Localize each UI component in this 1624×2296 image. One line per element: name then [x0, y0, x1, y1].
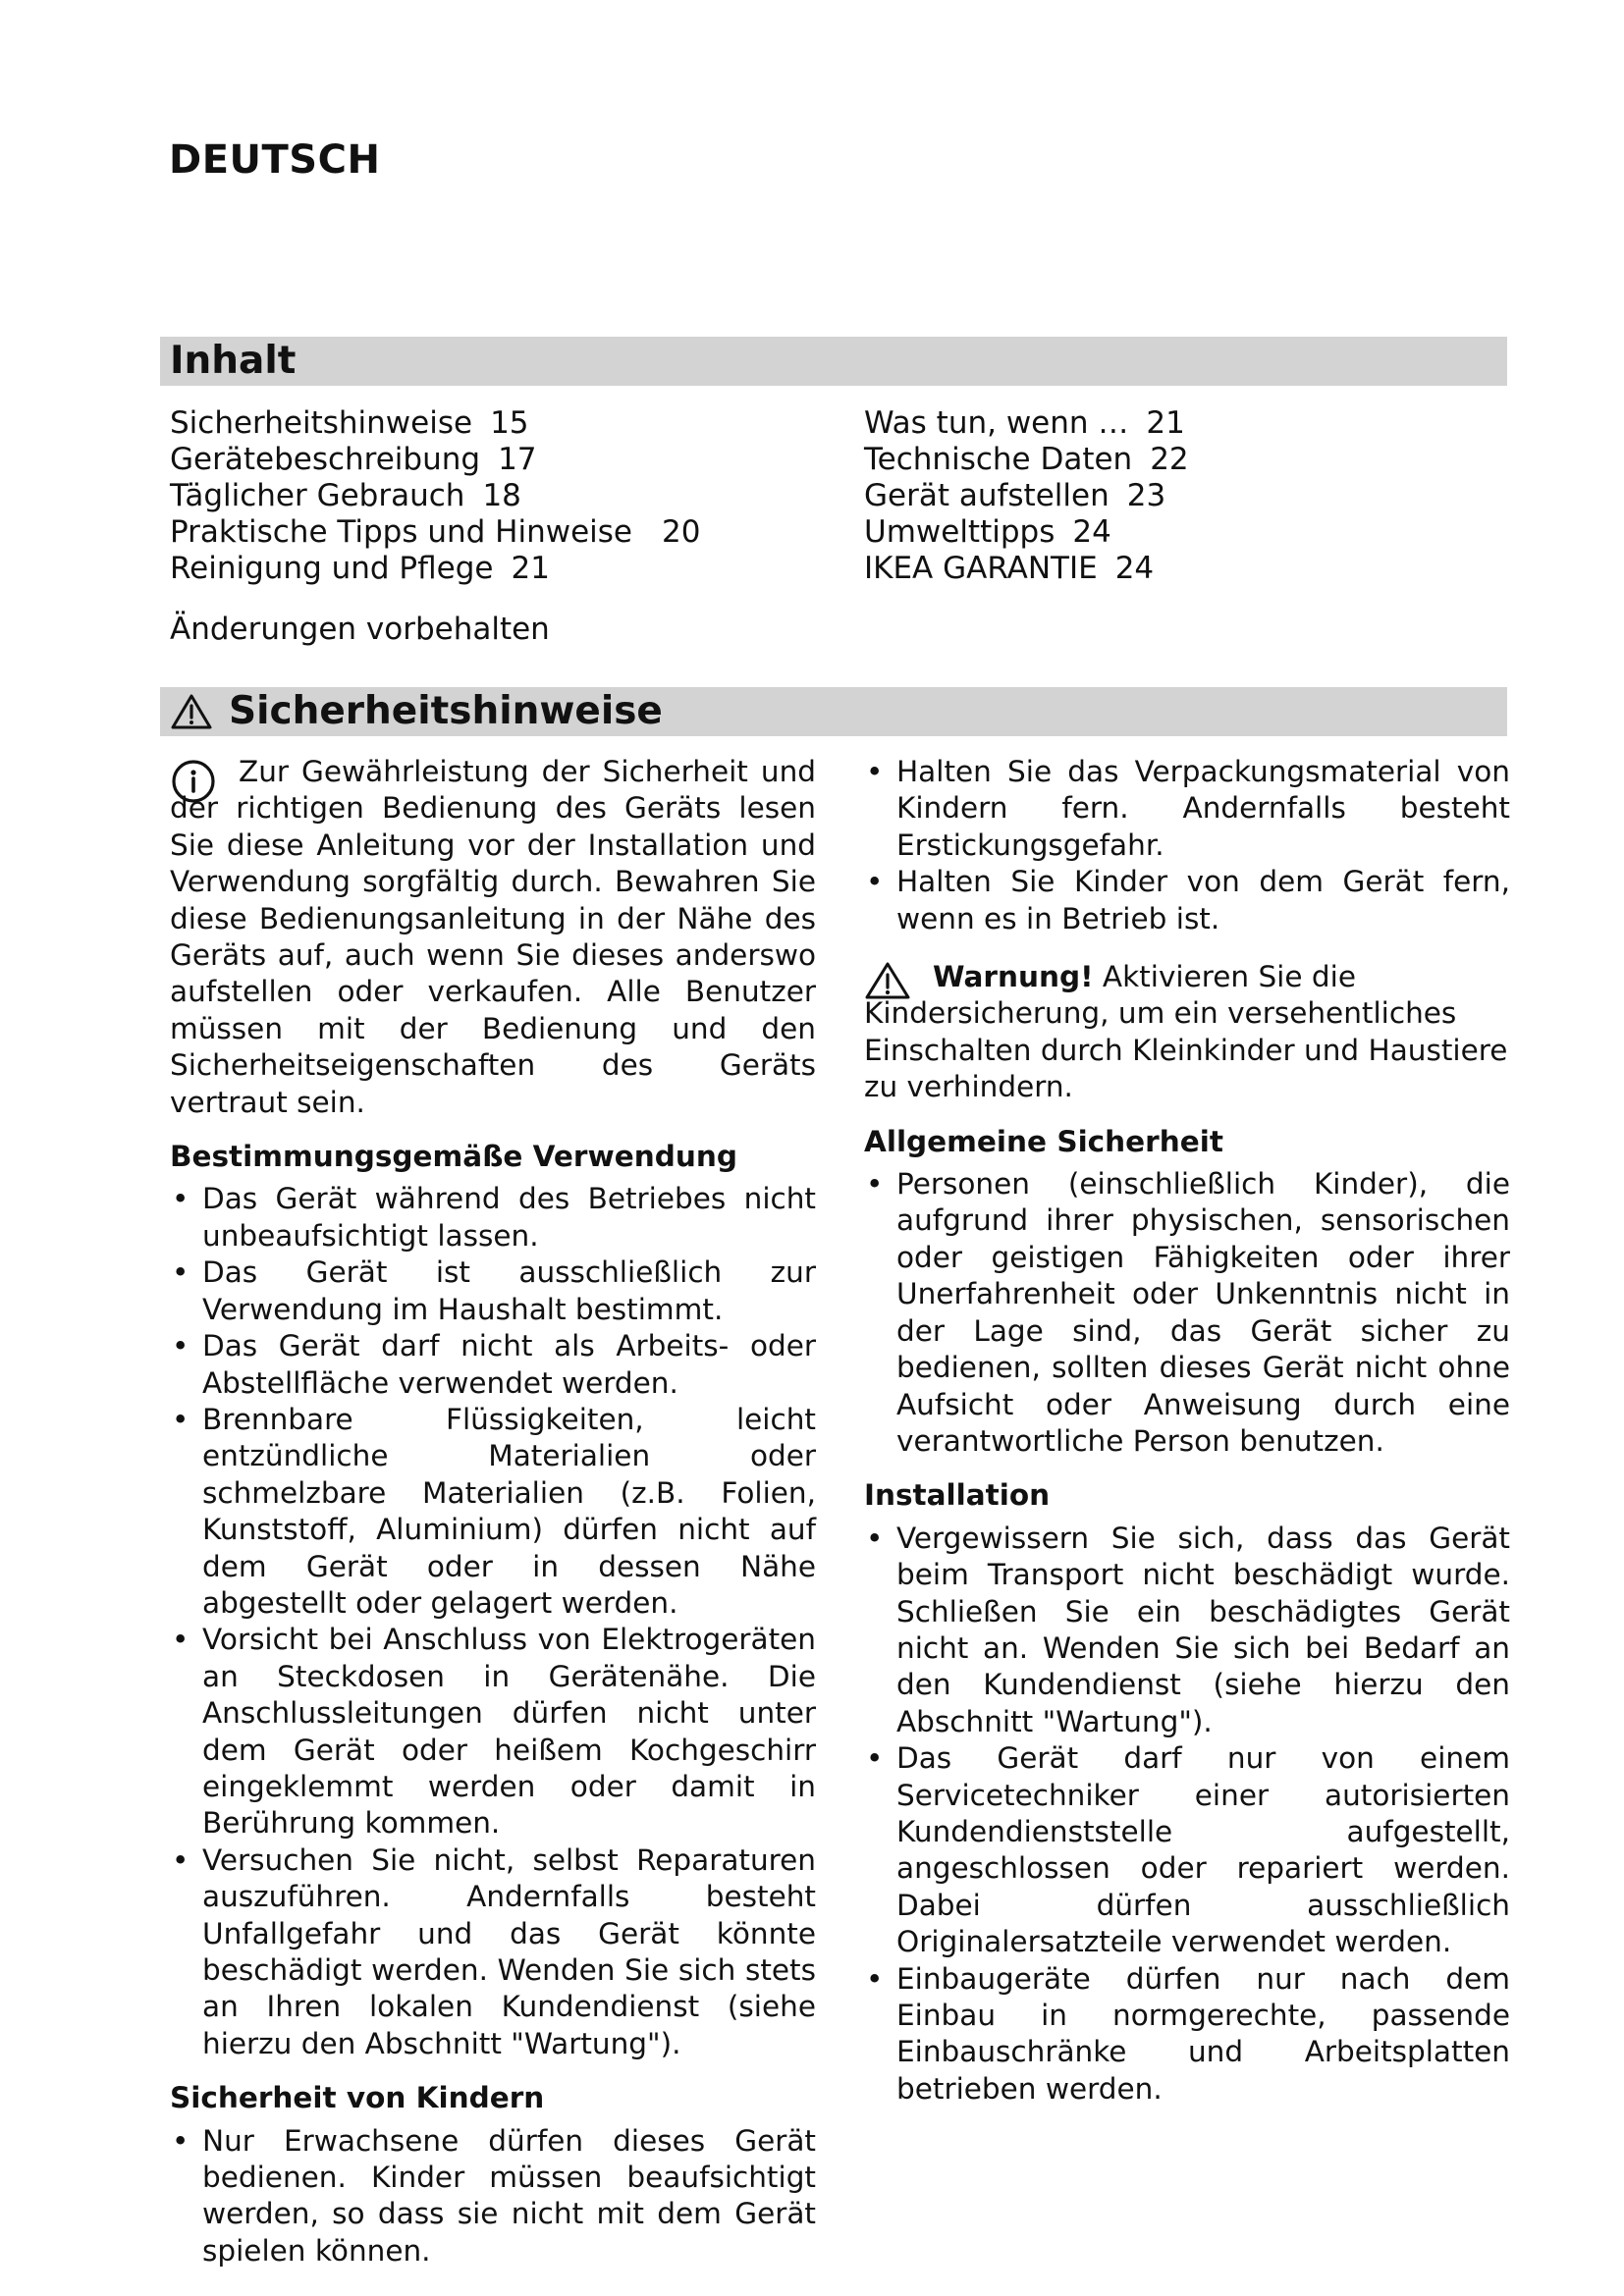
list-item: • Das Gerät darf nicht als Arbeits- oder Abstellfläche verwendet werden. [170, 1328, 816, 1402]
toc-item[interactable]: Umwelttipps 24 [864, 514, 1111, 550]
right-text-column [864, 754, 1510, 2108]
child-safety-list-left [170, 2123, 816, 2270]
toc-item[interactable]: Reinigung und Pflege 21 [170, 551, 550, 586]
list-item: • Vorsicht bei Anschluss von Elektrogeräten an Steckdosen in Gerätenähe. Die Anschlussleitungen dürfen nicht unter dem Gerät oder heißem Kochgeschirr eingeklemmt werden oder damit in Berührung kommen. [170, 1622, 816, 1842]
list-item: • Das Gerät ist ausschließlich zur Verwendung im Haushalt bestimmt. [170, 1255, 816, 1328]
general-safety-list [864, 1166, 1510, 1460]
changes-note: Änderungen vorbehalten [170, 612, 550, 647]
language-title: DEUTSCH [169, 137, 381, 183]
toc-item[interactable]: Täglicher Gebrauch 18 [170, 478, 521, 513]
warning-label: Warnung! [933, 960, 1094, 994]
list-item: • Versuchen Sie nicht, selbst Reparaturen auszuführen. Andernfalls besteht Unfallgefahr und das Gerät könnte beschädigt werden. Wenden Sie sich stets an Ihren lokalen Kundendienst (siehe hierzu den Abschnitt "Wartung"). [170, 1842, 816, 2062]
warning-triangle-icon [864, 961, 911, 1000]
warning-text: Aktivieren Sie die Kindersicherung, um ein versehentliches Einschalten durch Kleinkinder und Haustiere zu verhindern. [864, 960, 1508, 1104]
toc-item[interactable]: Sicherheitshinweise 15 [170, 405, 529, 441]
toc-left-column [170, 405, 700, 587]
list-item: • Einbaugeräte dürfen nur nach dem Einbau in normgerechte, passende Einbauschränke und Arbeitsplatten betrieben werden. [864, 1961, 1510, 2109]
toc-item[interactable]: Technische Daten 22 [864, 442, 1189, 477]
toc-item[interactable]: IKEA GARANTIE 24 [864, 551, 1155, 586]
toc-item[interactable]: Was tun, wenn … 21 [864, 405, 1185, 441]
intro-paragraph: Zur Gewährleistung der Sicherheit und der richtigen Bedienung des Geräts lesen Sie diese Anleitung vor der Installation und Verwendung sorgfältig durch. Bewahren Sie diese Bedienungsanleitung in der Nähe des Geräts auf, auch wenn Sie dieses anderswo aufstellen oder verkaufen. Alle Benutzer müssen mit der Bedienung und den Sicherheitseigenschaften des Geräts vertraut sein. [170, 755, 816, 1119]
list-item: • Halten Sie das Verpackungsmaterial von Kindern fern. Andernfalls besteht Erstickungsgefahr. [864, 754, 1510, 864]
list-item: • Vergewissern Sie sich, dass das Gerät beim Transport nicht beschädigt wurde. Schließen Sie ein beschädigtes Gerät nicht an. Wenden Sie sich bei Bedarf an den Kundendienst (siehe hierzu den Abschnitt "Wartung"). [864, 1521, 1510, 1740]
safety-heading: Sicherheitshinweise [229, 689, 663, 733]
toc-item[interactable]: Praktische Tipps und Hinweise 20 [170, 514, 701, 550]
general-safety-heading: Allgemeine Sicherheit [864, 1124, 1223, 1158]
intended-use-heading: Bestimmungsgemäße Verwendung [170, 1140, 737, 1174]
child-lock-warning [864, 959, 1510, 1106]
child-safety-heading: Sicherheit von Kindern [170, 2081, 545, 2115]
safety-section-header [160, 687, 1507, 736]
list-item: • Brennbare Flüssigkeiten, leicht entzündliche Materialien oder schmelzbare Materialien (z.B. Folien, Kunststoff, Aluminium) dürfen nicht auf dem Gerät oder in dessen Nähe abgestellt oder gelagert werden. [170, 1402, 816, 1622]
left-text-column [170, 754, 816, 2269]
intended-use-list [170, 1181, 816, 2062]
contents-section-header [160, 337, 1507, 386]
list-item: • Halten Sie Kinder von dem Gerät fern, wenn es in Betrieb ist. [864, 864, 1510, 937]
child-safety-list-right [864, 754, 1510, 937]
contents-heading: Inhalt [170, 339, 297, 383]
toc-item[interactable]: Gerätebeschreibung 17 [170, 442, 537, 477]
list-item: • Das Gerät darf nur von einem Servicetechniker einer autorisierten Kundendienststelle aufgestellt, angeschlossen oder repariert werden. Dabei dürfen ausschließlich Originalersatzteile verwendet werden. [864, 1740, 1510, 1960]
list-item: • Das Gerät während des Betriebes nicht unbeaufsichtigt lassen. [170, 1181, 816, 1255]
info-icon [170, 758, 217, 805]
list-item: • Nur Erwachsene dürfen dieses Gerät bedienen. Kinder müssen beaufsichtigt werden, so dass sie nicht mit dem Gerät spielen können. [170, 2123, 816, 2270]
toc-right-column [864, 405, 1189, 587]
list-item: • Personen (einschließlich Kinder), die aufgrund ihrer physischen, sensorischen oder geistigen Fähigkeiten oder ihrer Unerfahrenheit oder Unkenntnis nicht in der Lage sind, das Gerät sicher zu bedienen, sollten dieses Gerät nicht ohne Aufsicht oder Anweisung durch eine verantwortliche Person benutzen. [864, 1166, 1510, 1460]
toc-item[interactable]: Gerät aufstellen 23 [864, 478, 1166, 513]
installation-list [864, 1521, 1510, 2109]
warning-triangle-icon [170, 693, 213, 730]
installation-heading: Installation [864, 1478, 1051, 1513]
